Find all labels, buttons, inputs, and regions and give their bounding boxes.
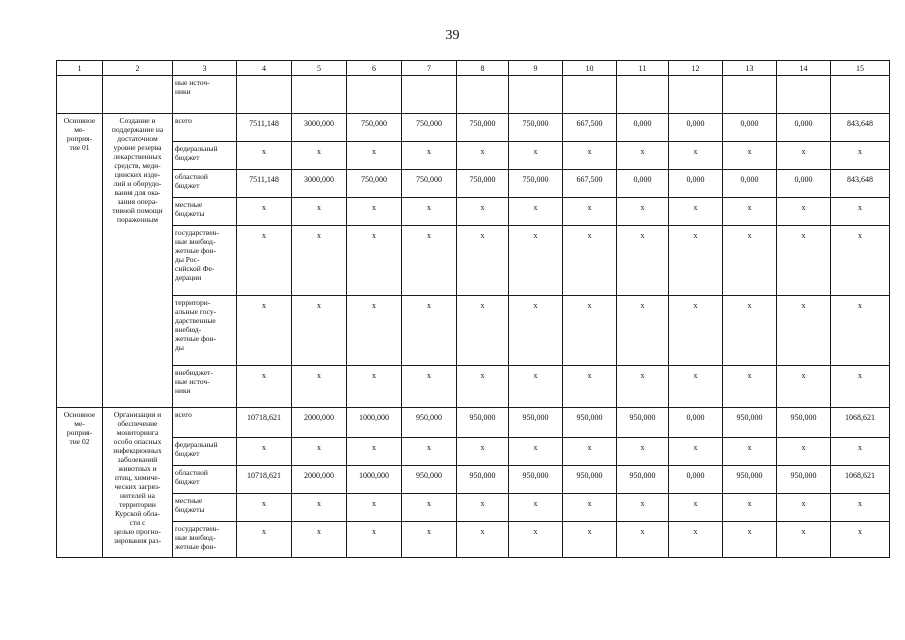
value-cell: 950,000 (563, 466, 617, 494)
empty-cell (103, 76, 173, 114)
value-cell: x (617, 198, 669, 226)
value-cell: x (509, 366, 563, 408)
value-cell: x (777, 226, 831, 296)
value-cell: 950,000 (402, 466, 457, 494)
value-cell: x (831, 142, 890, 170)
value-cell: 950,000 (509, 466, 563, 494)
empty-cell (777, 76, 831, 114)
value-cell: 1000,000 (347, 466, 402, 494)
empty-cell (669, 76, 723, 114)
value-cell: 950,000 (777, 466, 831, 494)
value-cell: 0,000 (777, 114, 831, 142)
table-row (57, 438, 890, 466)
column-header: 10 (563, 61, 617, 76)
funding-source: территори- альные госу- дарственные внебюд- жетные фон- ды (173, 296, 237, 366)
value-cell: x (831, 226, 890, 296)
value-cell: x (402, 522, 457, 558)
table-row (57, 296, 890, 366)
funding-source: федеральный бюджет (173, 142, 237, 170)
funding-source: областной бюджет (173, 170, 237, 198)
value-cell: 750,000 (402, 170, 457, 198)
value-cell: 0,000 (669, 466, 723, 494)
source-cell: ные источ- ники (173, 76, 237, 114)
value-cell: 7511,148 (237, 114, 292, 142)
value-cell: x (457, 226, 509, 296)
value-cell: x (457, 198, 509, 226)
value-cell: 750,000 (509, 114, 563, 142)
value-cell: 950,000 (402, 408, 457, 438)
value-cell: x (617, 226, 669, 296)
value-cell: 950,000 (617, 408, 669, 438)
funding-source: местные бюджеты (173, 494, 237, 522)
empty-cell (237, 76, 292, 114)
value-cell: x (669, 522, 723, 558)
empty-cell (509, 76, 563, 114)
value-cell: x (457, 494, 509, 522)
value-cell: x (563, 296, 617, 366)
value-cell: x (402, 438, 457, 466)
value-cell: x (347, 198, 402, 226)
value-cell: 843,648 (831, 170, 890, 198)
value-cell: 750,000 (402, 114, 457, 142)
value-cell: x (563, 522, 617, 558)
value-cell: 667,500 (563, 170, 617, 198)
column-header: 11 (617, 61, 669, 76)
value-cell: x (509, 226, 563, 296)
measure-category: Основное ме- роприя- тие 02 (57, 408, 103, 558)
value-cell: x (292, 226, 347, 296)
value-cell: x (347, 296, 402, 366)
value-cell: 0,000 (723, 114, 777, 142)
value-cell: x (669, 226, 723, 296)
value-cell: 1068,621 (831, 408, 890, 438)
value-cell: 7511,148 (237, 170, 292, 198)
table-row (57, 408, 890, 438)
value-cell: x (292, 522, 347, 558)
value-cell: 0,000 (617, 114, 669, 142)
value-cell: 3000,000 (292, 114, 347, 142)
value-cell: x (617, 438, 669, 466)
measure-name: Создание и поддержание на достаточном уровне резерва лекарственных средств, меди- цинских изде- лий и оборудо- вания для ока- зания опера- тивной помощи пораженным (103, 114, 173, 408)
value-cell: x (777, 522, 831, 558)
value-cell: 950,000 (457, 408, 509, 438)
value-cell: x (237, 198, 292, 226)
value-cell: x (777, 142, 831, 170)
value-cell: x (402, 226, 457, 296)
value-cell: x (347, 522, 402, 558)
column-header: 3 (173, 61, 237, 76)
value-cell: x (669, 438, 723, 466)
budget-table (56, 60, 890, 558)
value-cell: x (292, 296, 347, 366)
table-row (57, 170, 890, 198)
value-cell: x (563, 226, 617, 296)
value-cell: x (669, 198, 723, 226)
value-cell: 10718,621 (237, 466, 292, 494)
funding-source: всего (173, 114, 237, 142)
value-cell: 950,000 (723, 408, 777, 438)
value-cell: x (402, 142, 457, 170)
table-header-row (57, 61, 890, 76)
value-cell: x (777, 366, 831, 408)
value-cell: x (669, 296, 723, 366)
continuation-row (57, 76, 890, 114)
empty-cell (563, 76, 617, 114)
column-header: 9 (509, 61, 563, 76)
value-cell: x (777, 438, 831, 466)
value-cell: x (402, 198, 457, 226)
value-cell: 950,000 (563, 408, 617, 438)
value-cell: x (347, 226, 402, 296)
value-cell: x (563, 494, 617, 522)
value-cell: x (723, 198, 777, 226)
table-row (57, 522, 890, 558)
funding-source: государствен- ные внебюд- жетные фон- (173, 522, 237, 558)
value-cell: x (237, 494, 292, 522)
value-cell: 0,000 (669, 170, 723, 198)
column-header: 6 (347, 61, 402, 76)
value-cell: x (831, 522, 890, 558)
empty-cell (57, 76, 103, 114)
value-cell: x (402, 494, 457, 522)
value-cell: 950,000 (457, 466, 509, 494)
value-cell: x (237, 522, 292, 558)
column-header: 13 (723, 61, 777, 76)
value-cell: 750,000 (457, 114, 509, 142)
empty-cell (402, 76, 457, 114)
value-cell: x (402, 366, 457, 408)
value-cell: x (457, 366, 509, 408)
empty-cell (617, 76, 669, 114)
funding-source: внебюджет- ные источ- ники (173, 366, 237, 408)
funding-source: федеральный бюджет (173, 438, 237, 466)
value-cell: x (777, 494, 831, 522)
value-cell: 750,000 (347, 114, 402, 142)
value-cell: 843,648 (831, 114, 890, 142)
table-row (57, 366, 890, 408)
value-cell: 2000,000 (292, 408, 347, 438)
column-header: 1 (57, 61, 103, 76)
value-cell: x (237, 226, 292, 296)
value-cell: x (723, 438, 777, 466)
value-cell: x (723, 226, 777, 296)
value-cell: 3000,000 (292, 170, 347, 198)
value-cell: x (509, 522, 563, 558)
value-cell: x (831, 366, 890, 408)
value-cell: x (723, 366, 777, 408)
value-cell: x (617, 296, 669, 366)
value-cell: 10718,621 (237, 408, 292, 438)
value-cell: 0,000 (669, 114, 723, 142)
value-cell: x (831, 296, 890, 366)
value-cell: x (347, 494, 402, 522)
table-row (57, 466, 890, 494)
value-cell: x (292, 142, 347, 170)
value-cell: 0,000 (617, 170, 669, 198)
value-cell: x (509, 296, 563, 366)
funding-source: всего (173, 408, 237, 438)
value-cell: x (292, 438, 347, 466)
column-header: 8 (457, 61, 509, 76)
measure-category: Основное ме- роприя- тие 01 (57, 114, 103, 408)
value-cell: x (723, 522, 777, 558)
value-cell: x (563, 142, 617, 170)
value-cell: x (347, 142, 402, 170)
value-cell: x (777, 198, 831, 226)
value-cell: x (723, 296, 777, 366)
table-row (57, 226, 890, 296)
value-cell: x (509, 198, 563, 226)
empty-cell (292, 76, 347, 114)
value-cell: 750,000 (347, 170, 402, 198)
value-cell: x (563, 366, 617, 408)
value-cell: x (563, 198, 617, 226)
value-cell: x (509, 142, 563, 170)
column-header: 12 (669, 61, 723, 76)
value-cell: 2000,000 (292, 466, 347, 494)
column-header: 7 (402, 61, 457, 76)
value-cell: 667,500 (563, 114, 617, 142)
value-cell: x (347, 438, 402, 466)
column-header: 5 (292, 61, 347, 76)
value-cell: x (617, 142, 669, 170)
value-cell: x (563, 438, 617, 466)
value-cell: x (402, 296, 457, 366)
funding-source: местные бюджеты (173, 198, 237, 226)
value-cell: x (831, 494, 890, 522)
value-cell: 750,000 (457, 170, 509, 198)
table-row (57, 142, 890, 170)
column-header: 14 (777, 61, 831, 76)
funding-source: областной бюджет (173, 466, 237, 494)
value-cell: x (457, 522, 509, 558)
column-header: 4 (237, 61, 292, 76)
page-number: 39 (445, 28, 460, 43)
value-cell: 1000,000 (347, 408, 402, 438)
column-header: 2 (103, 61, 173, 76)
value-cell: x (777, 296, 831, 366)
value-cell: x (617, 522, 669, 558)
funding-source: государствен- ные внебюд- жетные фон- ды Рос- сийской Фе- дерации (173, 226, 237, 296)
value-cell: x (237, 296, 292, 366)
value-cell: 950,000 (509, 408, 563, 438)
value-cell: 0,000 (723, 170, 777, 198)
value-cell: x (617, 366, 669, 408)
table-row (57, 198, 890, 226)
value-cell: x (669, 142, 723, 170)
value-cell: x (237, 366, 292, 408)
measure-name: Организация и обеспечение мониторинга особо опасных инфекционных заболеваний животных и птиц, химиче- ческих загряз- нителей на территории Курской обла- сти с целью прогно- зирования раз- (103, 408, 173, 558)
value-cell: x (457, 142, 509, 170)
column-header: 15 (831, 61, 890, 76)
value-cell: x (831, 438, 890, 466)
value-cell: 950,000 (777, 408, 831, 438)
value-cell: 750,000 (509, 170, 563, 198)
value-cell: x (457, 296, 509, 366)
value-cell: x (723, 494, 777, 522)
value-cell: x (237, 142, 292, 170)
value-cell: x (237, 438, 292, 466)
value-cell: x (292, 494, 347, 522)
table-row (57, 494, 890, 522)
value-cell: x (292, 198, 347, 226)
value-cell: x (669, 494, 723, 522)
value-cell: x (292, 366, 347, 408)
value-cell: x (509, 438, 563, 466)
empty-cell (831, 76, 890, 114)
value-cell: x (831, 198, 890, 226)
value-cell: x (617, 494, 669, 522)
value-cell: 1068,621 (831, 466, 890, 494)
value-cell: x (347, 366, 402, 408)
empty-cell (457, 76, 509, 114)
value-cell: 0,000 (777, 170, 831, 198)
empty-cell (723, 76, 777, 114)
table-row (57, 114, 890, 142)
empty-cell (347, 76, 402, 114)
value-cell: x (669, 366, 723, 408)
value-cell: x (723, 142, 777, 170)
value-cell: x (457, 438, 509, 466)
value-cell: 0,000 (669, 408, 723, 438)
value-cell: x (509, 494, 563, 522)
value-cell: 950,000 (617, 466, 669, 494)
value-cell: 950,000 (723, 466, 777, 494)
